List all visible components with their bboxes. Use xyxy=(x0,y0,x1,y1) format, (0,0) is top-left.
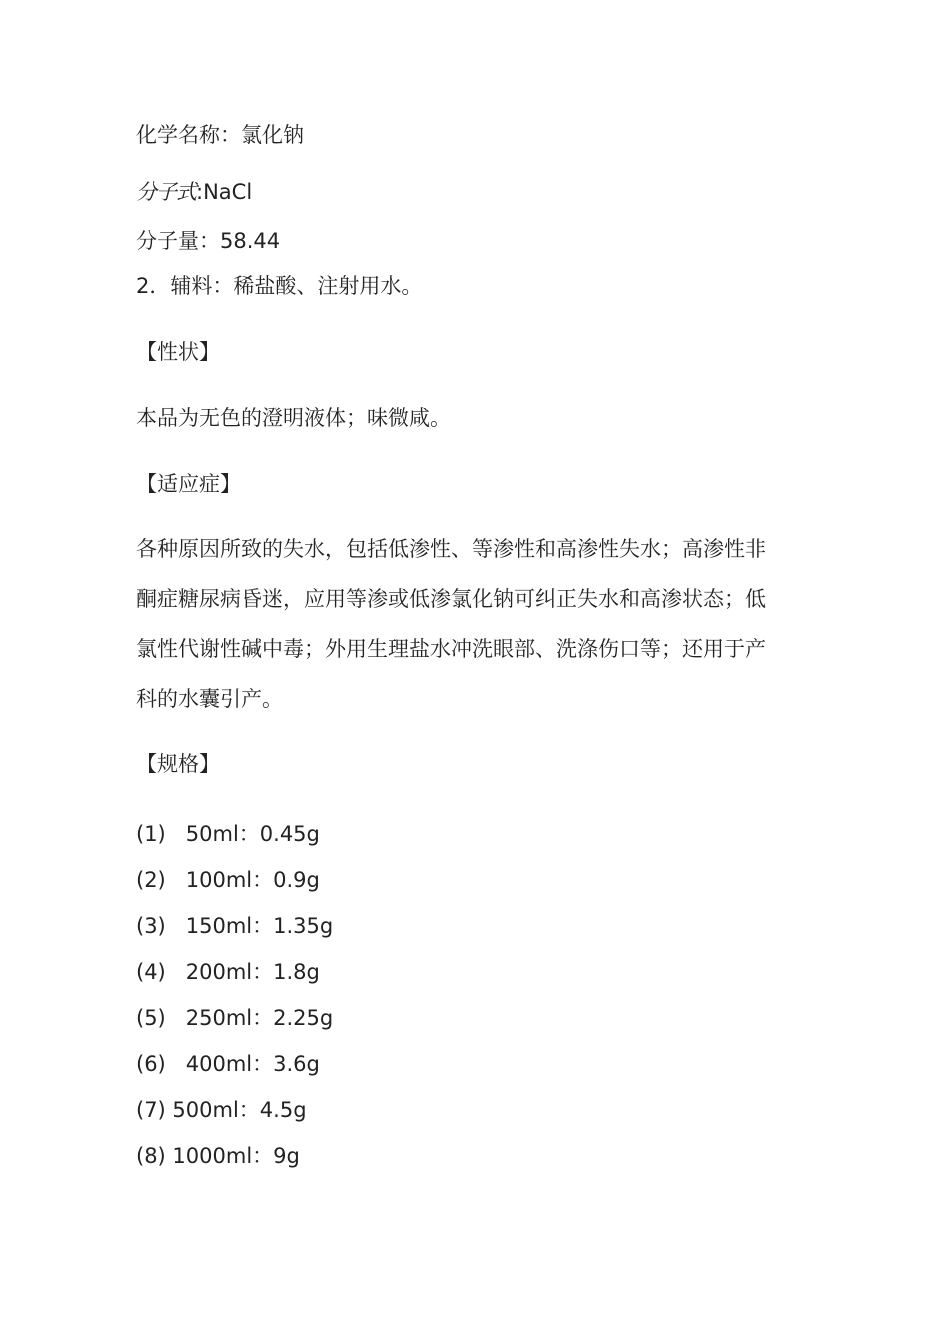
molecular-weight: 分子量：58.44 xyxy=(136,229,281,253)
spec-item: (5) 250ml：2.25g xyxy=(136,1006,334,1030)
spec-item: (7) 500ml：4.5g xyxy=(136,1098,307,1122)
spec-item: (3) 150ml：1.35g xyxy=(136,914,334,938)
indications-line: 氯性代谢性碱中毒；外用生理盐水冲洗眼部、洗涤伤口等；还用于产 xyxy=(136,637,766,661)
spec-item: (4) 200ml：1.8g xyxy=(136,960,320,984)
section-heading-description: 【性状】 xyxy=(136,340,220,364)
indications-line: 科的水囊引产。 xyxy=(136,687,283,711)
description-text: 本品为无色的澄明液体；味微咸。 xyxy=(136,406,451,430)
chemical-name: 化学名称：氯化钠 xyxy=(136,123,304,147)
section-heading-specifications: 【规格】 xyxy=(136,752,220,776)
section-heading-indications: 【适应症】 xyxy=(136,472,241,496)
molecular-formula xyxy=(136,178,252,206)
excipients: 2．辅料：稀盐酸、注射用水。 xyxy=(136,274,423,298)
indications-line: 酮症糖尿病昏迷，应用等渗或低渗氯化钠可纠正失水和高渗状态；低 xyxy=(136,587,766,611)
formula-value: :NaCl xyxy=(196,180,253,204)
spec-item: (1) 50ml：0.45g xyxy=(136,822,320,846)
spec-item: (8) 1000ml：9g xyxy=(136,1144,300,1168)
spec-item: (6) 400ml：3.6g xyxy=(136,1052,320,1076)
indications-line: 各种原因所致的失水，包括低渗性、等渗性和高渗性失水；高渗性非 xyxy=(136,537,766,561)
formula-label: 分子式 xyxy=(136,180,196,204)
spec-item: (2) 100ml：0.9g xyxy=(136,868,320,892)
